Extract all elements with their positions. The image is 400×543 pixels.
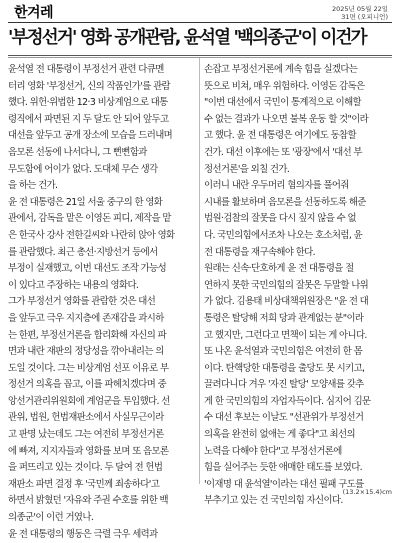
article-line: 고 했다. 윤 전 대통령은 여기에도 동참할 bbox=[204, 130, 356, 142]
article-line: 을 하는 건가. bbox=[8, 180, 58, 192]
article-line: 대선을 앞두고 공개 장소에 모습을 드러내며 bbox=[8, 130, 173, 142]
article-line: 시내를 활보하며 음모론을 선동하도록 해준 bbox=[204, 196, 366, 208]
article-line: 또 나온 윤석열과 국민의힘은 여전히 한 몸 bbox=[204, 346, 363, 358]
article-line: 다. 국민의힘에서조차 나오는 호소처럼, 윤 bbox=[204, 229, 363, 241]
article-line: 힘을 실어주는 듯한 애매한 태도를 보였다. bbox=[204, 462, 363, 474]
article-line: 노력을 다해야 한다"고 부정선거론에 bbox=[204, 445, 342, 457]
column-divider bbox=[199, 58, 200, 484]
article-line: 윤 전 대통령의 행동은 극렬 극우 세력과 bbox=[8, 528, 158, 540]
article-line: 그가 부정선거 영화를 관람한 것은 대선 bbox=[8, 296, 156, 308]
article-line: 수 없는 결과가 나오면 불복 운동 할 것"이라 bbox=[204, 113, 369, 125]
article-line: 는 한편, 부정선거론을 합리화해 자신의 파 bbox=[8, 329, 167, 341]
article-line: 앙선거관리위원회에 계엄군을 투입했다. 선 bbox=[8, 395, 170, 407]
newspaper-logo: 한겨레 bbox=[14, 5, 54, 21]
article-line: 무도함에 어이가 없다. 도대체 무슨 생각 bbox=[8, 163, 158, 175]
article-line: 정선거론'을 외칠 건가. bbox=[204, 163, 290, 175]
article-column-right bbox=[204, 62, 392, 510]
article-line: 손잡고 부정선거론에 계속 힘을 실겠다는 bbox=[204, 64, 358, 75]
publication-date: 2025년 05월 22일 bbox=[331, 5, 388, 13]
article-line: 법원·검찰의 잘못을 다시 짚지 않을 수 없 bbox=[204, 213, 356, 225]
article-line: 도일 것이다. 그는 비상계엄 선포 이유로 부 bbox=[8, 362, 169, 374]
article-line: 을 퍼뜨리고 있는 것이다. 두 달여 전 헌법 bbox=[8, 462, 163, 474]
article-line: "이번 대선에서 국민이 통계적으로 이해할 bbox=[204, 97, 361, 109]
article-line: 재판소 파면 결정 후 '국민께 죄송하다'고 bbox=[8, 478, 160, 490]
headline-rule bbox=[8, 55, 392, 56]
article-line: 에 빠져, 지지자들과 영화를 보며 또 음모론 bbox=[8, 445, 169, 457]
article-line: 은 한국사 강사 전한길씨와 나란히 앉아 영화 bbox=[8, 229, 175, 241]
article-line: '이재명 대 윤석열'이라는 대선 필패 구도를 bbox=[204, 478, 364, 490]
article-line: 윤 전 대통령은 21일 서울 중구의 한 영화 bbox=[8, 196, 163, 208]
article-line: 가 없다. 김용태 비상대책위원장은 "윤 전 대 bbox=[204, 296, 369, 308]
headline-rule-secondary bbox=[8, 57, 392, 58]
article-line: 관위, 법원, 헌법재판소에서 사실무근이라 bbox=[8, 412, 164, 424]
article-line: 부추기고 있는 건 국민의힘 자신이다. bbox=[204, 495, 343, 507]
article-line: 원래는 신속·단호하게 윤 전 대통령을 절 bbox=[204, 263, 354, 275]
article-line: 령직에서 파면된 지 두 달도 안 되어 앞두고 bbox=[8, 113, 169, 125]
article-line: 전 대통령을 재구속해야 한다. bbox=[204, 246, 315, 258]
article-line: 의종군'이 이런 거였나. bbox=[8, 512, 94, 524]
article-line: 면과 내란 재판의 정당성을 깎아내리는 의 bbox=[8, 346, 164, 358]
article-line: 이다. 탄핵당한 대통령을 출당도 못 시키고, bbox=[204, 362, 365, 374]
article-line: 윤석열 전 대통령이 부정선거 관련 다큐멘 bbox=[8, 64, 164, 75]
publication-info bbox=[332, 6, 388, 21]
editorial-headline: '부정선거' 영화 공개관람, 윤석열 '백의종군'이 이건가 bbox=[8, 28, 366, 48]
article-line: 건가. 대선 이후에는 또 '광장'에서 '대선 부 bbox=[204, 146, 362, 158]
article-line: 수 대선 후보는 이날도 "선관위가 부정선거 bbox=[204, 412, 364, 424]
article-line: 뜻으로 비쳐, 매우 위험하다. 이영돈 감독은 bbox=[204, 80, 365, 92]
article-line: 이러니 내란 우두머리 혐의자를 풀어줘 bbox=[204, 180, 349, 192]
article-line: 하면서 밝혔던 '자유와 주권 수호를 위한 백 bbox=[8, 495, 169, 507]
article-line: 통령은 탈당해 저희 당과 관계없는 분"이라 bbox=[204, 312, 364, 324]
article-line: 고 판명 났는데도 그는 여전히 부정선거론 bbox=[8, 429, 164, 441]
article-line: 고 했지만, 그런다고 면책이 되는 게 아니다. bbox=[204, 329, 367, 341]
article-line: 의혹을 완전히 없애는 게 좋다"고 최선의 bbox=[204, 429, 355, 441]
article-line: 정선거 의혹을 꼽고, 이를 파헤치겠다며 중 bbox=[8, 379, 167, 391]
article-line: 했다. 위헌·위법한 12·3 비상계엄으로 대통 bbox=[8, 97, 168, 109]
article-line: 게 한 국민의힘의 자업자득이다. 심지어 김문 bbox=[204, 395, 371, 407]
article-line: 터리 영화 '부정선거, 신의 작품인가'를 관람 bbox=[8, 80, 170, 92]
masthead bbox=[8, 4, 392, 23]
article-line: 연하지 못한 국민의힘의 잘못은 두말할 나위 bbox=[204, 279, 369, 291]
article-line: 을 앞두고 극우 지지층에 존재감을 과시하 bbox=[8, 312, 164, 324]
article-line: 끌려다니다 겨우 '자진 탈당' 모양새를 갖추 bbox=[204, 379, 364, 391]
clipping-size-note: (13.2×15.4)cm bbox=[342, 488, 392, 496]
article-column-left bbox=[8, 62, 196, 543]
page-section: 31면 (오피니언) bbox=[341, 12, 388, 21]
article-line: 부정이 실재했고, 이번 대선도 조작 가능성 bbox=[8, 263, 167, 275]
article-line: 이 있다고 주장하는 내용의 영화다. bbox=[8, 279, 139, 291]
article-line: 를 관람했다. 최근 총선·지방선거 등에서 bbox=[8, 246, 158, 258]
article-line: 음모론 선동에 나서다니, 그 뻔뻔함과 bbox=[8, 146, 147, 158]
article-line: 관에서, 감독을 맡은 이영돈 피디, 제작을 맡 bbox=[8, 213, 171, 225]
